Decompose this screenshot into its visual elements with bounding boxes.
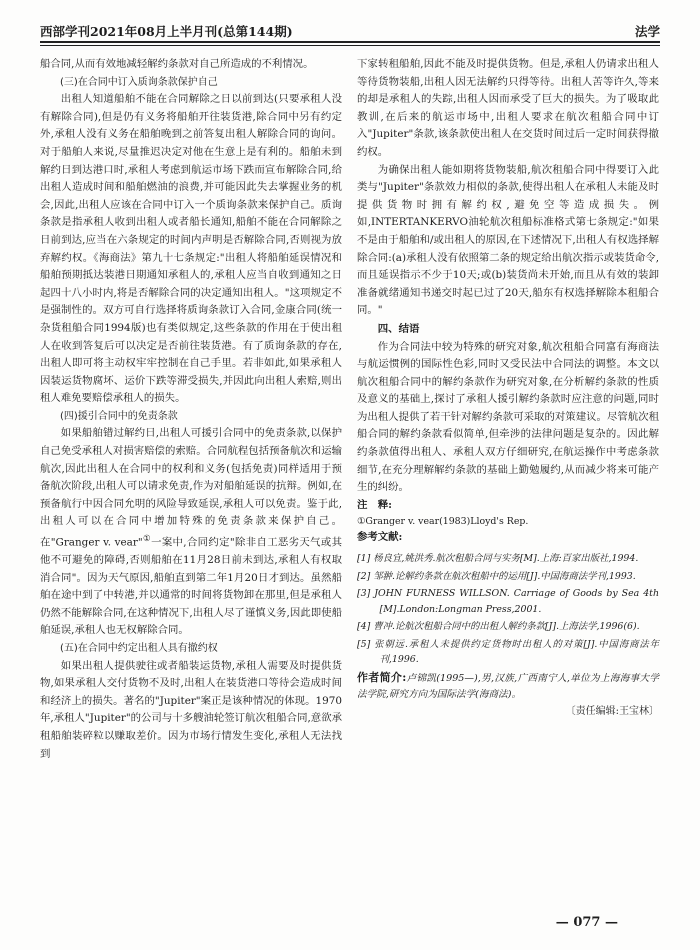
responsible-editor: 〔责任编辑:王宝林〕 (565, 705, 659, 717)
footnote: ①Granger v. vear(1983)Lloyd's Rep. (357, 516, 529, 528)
paragraph: 下家转租船舶,因此不能及时提供货物。但是,承租人仍请求出租人等待货物装船,出租人因无法解约只得等待。出租人苦等许久,等来的却是承租人的失踪,出租人因而承受了巨大的损失。为了吸取此教训,在后来的航运市场中,出租人要求在航次租船合同中订入"Jupiter"条款,该条款使出租人在交货时间过后一定时间获得撤约权。 (357, 58, 659, 158)
paragraph: 如果出租人提供驶往或者船装运货物,承租人需要及时提供货物,如果承租人交付货物不及时,出租人在装货港口等待会造成时间和经济上的损失。著名的"Jupiter"案正是该种情况的体现。1970年,承租人"Jupiter"的公司与十多艘油轮签订航次租船合同,意欲承租船舶装碎粒以赚取差价。因为市场行情发生变化,承租人无法找到 (40, 659, 342, 760)
running-header (40, 22, 660, 42)
subsection-heading: (五)在合同中约定出租人具有撤约权 (60, 643, 218, 655)
header-rule-thick (40, 41, 660, 43)
section-heading: 四、结语 (377, 322, 420, 335)
header-rule-thin (40, 45, 660, 46)
subsection-heading: (四)援引合同中的免责条款 (60, 410, 178, 422)
paragraph: 船合同,从而有效地减轻解约条款对自己所造成的不利情况。 (40, 58, 314, 70)
paragraph (40, 425, 342, 640)
left-column (40, 56, 342, 763)
reference-item: [3] JOHN FURNESS WILLSON. Carriage of Goods by Sea 4th [M].London:Longman Press,2001. (357, 588, 659, 615)
paragraph-text: 一案中,合同约定"除非自工恶劣天气或其他不可避免的障碍,否则船舶在11月28日前未到达,承租人有权取消合同"。因为天气原因,船舶直到第二年1月20日才到达。虽然船舶在途中到了中转港,并以通常的时间将货物卸在那里,但是承租人仍然不能解除合同,在这种情况下,出租人尽了谨慎义务,因此即使船舶延误,承租人也无权解除合同。 (40, 536, 342, 637)
paragraph: 作为合同法中较为特殊的研究对象,航次租船合同富有海商法与航运惯例的国际性色彩,同时又受民法中合同法的调整。本文以航次租船合同中的解约条款作为研究对象,在分析解约条款的性质及意义的基础上,探讨了承租人援引解约条款时应注意的问题,同时为出租人提供了若干针对解约条款可采取的对策建议。尽管航次租船合同的解约条款看似简单,但牵涉的法律问题是复杂的。因此解约条款值得出租人、承租人双方仔细研究,在航运操作中考虑条款细节,在充分理解解约条款的基础上勤勉履约,从而减少将来可能产生的纠纷。 (357, 340, 659, 494)
reference-item: [4] 曹冲.论航次租船合同中的出租人解约条款[J].上海法学,1996(6). (357, 621, 640, 633)
reference-item: [5] 张朝远.承租人未提供约定货物时出租人的对策[J].中国海商法年刊,1996. (357, 638, 659, 666)
references-list (357, 551, 659, 668)
references-title: 参考文献: (357, 531, 403, 544)
page-number: — 077 — (555, 915, 618, 930)
right-column (357, 56, 659, 720)
reference-item: [1] 杨良宜,姚洪秀.航次租船合同与实务[M].上海:百家出版社,1994. (357, 553, 639, 565)
footnote-marker: ① (142, 534, 152, 545)
subsection-heading: (三)在合同中订入质询条款保护自己 (60, 76, 218, 88)
author-bio-label: 作者简介: (357, 670, 407, 684)
notes-title: 注 释: (357, 498, 393, 511)
section-label: 法学 (634, 24, 660, 39)
reference-item: [2] 邹翀.论解约条款在航次租船中的运用[J].中国海商法学刊,1993. (357, 570, 636, 582)
author-bio-text: 卢锦凯(1995—),男,汉族,广西南宁人,单位为上海海事大学法学院,研究方向为国际法学(海商法)。 (357, 672, 659, 700)
author-bio (357, 670, 659, 703)
paragraph-text: 如果船舶错过解约日,出租人可援引合同中的免责条款,以保护自己免受承租人对损害赔偿的索赔。合同航程包括预备航次和运输航次,因此出租人在合同中的权利和义务(包括免责)同样适用于预备航次阶段,出租人可以请求免责,作为对船舶延误的抗辩。例如,在预备航行中因合同允明的风险导致延误,承租人可以免责。鉴于此,出租人可以在合同中增加特殊的免责条款来保护自己。在"Granger v. vear" (40, 427, 342, 549)
journal-title: 西部学刊2021年08月上半月刊(总第144期) (40, 24, 293, 39)
paragraph: 为确保出租人能如期将货物装船,航次租船合同中得要订入此类与"Jupiter"条款效力相似的条款,使得出租人在承租人未能及时提供货物时拥有解约权,避免空等造成损失。例如,INTERTANKERVO油轮航次租船标准格式第七条规定:"如果不是由于船舶和/或出租人的原因,在下述情况下,出租人有权选择解除合同:(a)承租人没有依照第二条的规定给出航次指示或装货命令,而且延误指示不少于10天;或(b)装货尚未开始,而且从有效的装卸准备就绪通知书递交时起已过了20天,船东有权选择解除本租船合同。" (357, 163, 659, 317)
paragraph: 出租人知道船舶不能在合同解除之日以前到达(只要承租人没有解除合同),但是仍有义务将船舶开往装货港,除合同中另有约定外,承租人没有义务在船舶晚到之前答复出租人解除合同的询问。对于船舶人来说,尽量推迟决定对他在生意上是有利的。船舶未到解约日到达港口时,承租人考虑到航运市场下跌而宣布解除合同,给出租人造成时间和船舶燃油的浪费,并可能因此失去掌握业务的机会,因此,出租人应该在合同中订入一个质询条款来保护自己。质询条款是指承租人收到出租人或者船长通知,船舶不能在合同解除之日前到达,应当在六条规定的时间内声明是否解除合同,否则视为放弃解约权。《海商法》第九十七条规定:"出租人将船舶延误情况和船舶预期抵达装港日期通知承租人的,承租人应当自收到通知之日起四十八小时内,将是否解除合同的决定通知出租人。"这项规定不是强制性的。双方可自行选择将质询条款订入合同,金康合同(统一杂货租船合同1994版)也有类似规定,这些条款的作用在于使出租人在收到答复后可以决定是否前往装货港。有了质询条款的存在,出租人即可将主动权牢牢控制在自己手里。若非如此,如果承租人因装运货物腐坏、运价下跌等滞受损失,并因此向出租人索赔,则出租人难免要赔偿承租人的损失。 (40, 93, 342, 405)
